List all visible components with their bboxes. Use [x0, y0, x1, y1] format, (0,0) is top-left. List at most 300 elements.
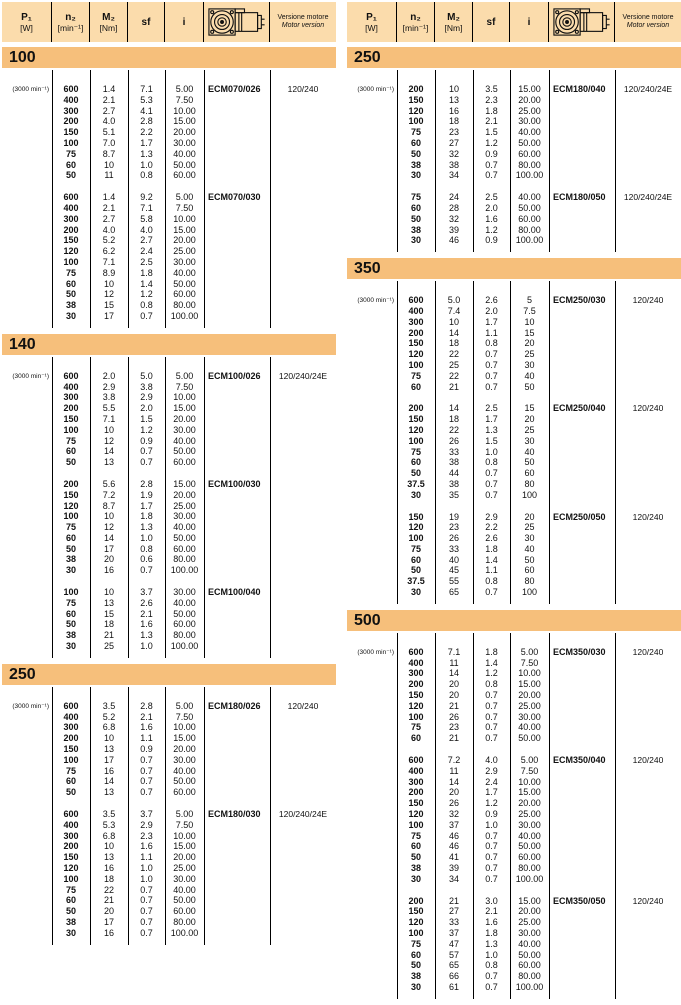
speed-note — [2, 641, 52, 652]
motor-model — [549, 235, 615, 246]
i-value: 15.00 — [173, 841, 196, 852]
i-value: 7.50 — [520, 765, 539, 776]
motor-model — [204, 106, 270, 117]
i-value: 30.00 — [173, 511, 196, 522]
speed-note — [347, 116, 397, 127]
speed-note — [347, 755, 397, 766]
i-value: 30.00 — [173, 137, 196, 148]
sf-value: 2.9 — [485, 765, 498, 776]
motor-version — [615, 777, 681, 788]
m2-value: 14 — [103, 776, 114, 787]
speed-note — [347, 160, 397, 171]
speed-note — [2, 268, 52, 279]
n2-value: 120 — [408, 700, 424, 711]
n2-value: 600 — [408, 295, 424, 306]
sf-value: 0.7 — [485, 981, 498, 992]
n2-value: 50 — [410, 148, 421, 159]
speed-note — [347, 722, 397, 733]
motor-version — [615, 533, 681, 544]
motor-version — [270, 863, 336, 874]
m2-value: 41 — [448, 852, 459, 863]
m2-value: 45 — [448, 565, 459, 576]
motor-version — [615, 457, 681, 468]
speed-note — [2, 874, 52, 885]
motor-model: ECM350/040 — [553, 755, 606, 766]
sf-value: 0.9 — [485, 809, 498, 820]
i-value: 20.00 — [173, 413, 196, 424]
motor-model — [549, 170, 615, 181]
m2-value: 1.4 — [102, 192, 116, 203]
n2-value: 60 — [410, 733, 421, 744]
speed-note — [347, 328, 397, 339]
motor-version — [615, 701, 681, 712]
motor-version — [270, 403, 336, 414]
sf-value: 0.7 — [485, 830, 498, 841]
speed-note — [2, 820, 52, 831]
motor-model — [549, 349, 615, 360]
motor-version: 120/240/24E — [278, 370, 328, 381]
n2-value: 150 — [408, 414, 424, 425]
sf-value: 0.7 — [140, 895, 153, 906]
motor-model — [204, 744, 270, 755]
motor-model — [549, 116, 615, 127]
sf-value: 2.5 — [140, 256, 153, 267]
n2-value: 38 — [65, 630, 76, 641]
m2-value: 66 — [448, 971, 459, 982]
column-divider — [615, 633, 616, 999]
m2-value: 57 — [448, 949, 459, 960]
sf-value: 0.6 — [140, 554, 153, 565]
motor-version: 120/240 — [287, 84, 319, 94]
sf-value: 0.8 — [485, 679, 498, 690]
n2-value: 150 — [63, 852, 79, 863]
m2-value: 10 — [103, 278, 114, 289]
speed-note — [347, 490, 397, 501]
speed-note — [347, 214, 397, 225]
motor-version — [615, 382, 681, 393]
sf-value: 0.7 — [140, 754, 153, 765]
speed-note: (3000 min⁻¹) — [12, 86, 49, 93]
i-value: 30.00 — [518, 928, 541, 938]
sf-value: 2.9 — [140, 819, 153, 830]
m2-value: 18 — [448, 414, 459, 425]
m2-value: 10 — [103, 587, 114, 598]
sf-value: 0.9 — [485, 148, 498, 159]
m2-value: 5.2 — [102, 235, 116, 246]
motor-version: 120/240 — [632, 646, 664, 657]
column-divider — [473, 70, 474, 252]
header-n2-title: n₂ — [65, 11, 76, 23]
speed-note — [2, 170, 52, 181]
header-p1 — [347, 2, 397, 42]
motor-model — [549, 766, 615, 777]
n2-value: 100 — [63, 873, 79, 884]
section-power-title: 140 — [2, 334, 336, 355]
n2-value: 75 — [65, 884, 76, 895]
n2-value: 38 — [410, 224, 421, 235]
n2-value: 200 — [408, 679, 424, 690]
n2-value: 60 — [65, 159, 76, 170]
sf-value: 3.7 — [140, 587, 153, 598]
m2-value: 14 — [103, 446, 114, 457]
speed-note — [347, 533, 397, 544]
i-value: 15.00 — [518, 895, 541, 906]
sf-value: 2.8 — [140, 700, 153, 711]
motor-model — [204, 598, 270, 609]
motor-version — [270, 565, 336, 576]
motor-model — [549, 658, 615, 669]
n2-value: 150 — [408, 511, 424, 522]
n2-value: 50 — [65, 543, 76, 554]
i-value: 80.00 — [173, 554, 196, 565]
m2-value: 37 — [448, 928, 459, 938]
speed-note — [347, 701, 397, 712]
m2-value: 34 — [448, 170, 459, 181]
i-value: 100.00 — [515, 981, 544, 992]
n2-value: 100 — [63, 511, 79, 522]
motor-version — [270, 511, 336, 522]
speed-note — [347, 906, 397, 917]
motor-version — [270, 609, 336, 620]
motor-model — [549, 328, 615, 339]
n2-value: 60 — [65, 446, 76, 457]
motor-model — [204, 403, 270, 414]
motor-version — [615, 436, 681, 447]
i-value: 5.00 — [175, 84, 194, 94]
i-value: 80.00 — [173, 917, 196, 927]
n2-value: 60 — [410, 202, 421, 213]
motor-model — [549, 338, 615, 349]
motor-version — [615, 971, 681, 982]
motor-model — [204, 160, 270, 171]
speed-note — [2, 928, 52, 939]
motor-model: ECM350/030 — [553, 646, 606, 657]
i-value: 25 — [524, 349, 535, 360]
n2-value: 75 — [410, 938, 421, 949]
motor-version — [270, 446, 336, 457]
sf-value: 1.6 — [140, 722, 153, 733]
motor-version: 120/240/24E — [623, 192, 673, 203]
i-value: 10.00 — [173, 392, 196, 403]
motor-model — [549, 565, 615, 576]
n2-value: 600 — [408, 755, 424, 766]
motor-model — [204, 311, 270, 322]
sf-value: 1.7 — [485, 316, 498, 327]
m2-value: 8.7 — [102, 148, 116, 159]
motor-model — [549, 831, 615, 842]
i-value: 40.00 — [173, 435, 196, 446]
i-value: 20 — [524, 511, 535, 522]
i-value: 25.00 — [518, 700, 541, 711]
i-value: 30.00 — [173, 424, 196, 435]
motor-model — [204, 554, 270, 565]
speed-note — [347, 522, 397, 533]
speed-note — [2, 787, 52, 798]
speed-note — [347, 371, 397, 382]
motor-version — [270, 906, 336, 917]
power-section — [2, 334, 336, 658]
header-p1-title: P₁ — [21, 11, 32, 23]
sf-value: 0.7 — [485, 587, 498, 598]
sf-value: 0.7 — [485, 841, 498, 852]
motor-version — [615, 809, 681, 820]
i-value: 100.00 — [515, 235, 544, 246]
motor-version — [270, 852, 336, 863]
column-divider — [397, 70, 398, 252]
motor-model — [204, 203, 270, 214]
sf-value: 1.0 — [140, 863, 153, 874]
motor-version: 120/240/24E — [623, 84, 673, 94]
motor-version — [615, 116, 681, 127]
m2-value: 3.8 — [102, 392, 116, 403]
sf-value: 2.5 — [485, 192, 498, 203]
m2-value: 12 — [103, 522, 114, 533]
m2-value: 2.0 — [102, 370, 116, 381]
sf-value: 0.7 — [485, 711, 498, 722]
sf-value: 1.2 — [485, 137, 498, 148]
i-value: 15.00 — [173, 224, 196, 235]
motor-version — [270, 554, 336, 565]
motor-model — [549, 214, 615, 225]
motor-version — [270, 490, 336, 501]
i-value: 50 — [524, 381, 535, 392]
i-value: 10.00 — [518, 776, 541, 787]
n2-value: 120 — [408, 349, 424, 360]
speed-note — [347, 777, 397, 788]
speed-note — [347, 414, 397, 425]
m2-value: 65 — [448, 587, 459, 598]
speed-note — [2, 744, 52, 755]
m2-value: 20 — [448, 679, 459, 690]
motor-version — [270, 841, 336, 852]
sf-value: 2.6 — [140, 597, 153, 608]
speed-note — [2, 809, 52, 820]
motor-version — [270, 95, 336, 106]
m2-value: 26 — [448, 798, 459, 809]
motor-model — [204, 630, 270, 641]
sf-value: 2.3 — [140, 830, 153, 841]
worm-gearmotor-icon — [204, 2, 270, 42]
m2-value: 40 — [448, 554, 459, 565]
sf-value: 3.8 — [140, 381, 153, 392]
speed-note — [2, 116, 52, 127]
sf-value: 0.7 — [140, 884, 153, 895]
speed-note — [347, 170, 397, 181]
motor-version — [615, 328, 681, 339]
m2-value: 2.9 — [102, 381, 116, 392]
motor-version: 120/240 — [632, 755, 664, 766]
speed-note — [347, 939, 397, 950]
m2-value: 10 — [103, 733, 114, 744]
i-value: 60.00 — [173, 619, 196, 630]
n2-value: 60 — [65, 776, 76, 787]
speed-note — [2, 511, 52, 522]
speed-note — [347, 382, 397, 393]
motor-model — [549, 939, 615, 950]
power-section — [2, 664, 336, 945]
m2-value: 17 — [103, 917, 114, 927]
n2-value: 100 — [63, 424, 79, 435]
n2-value: 50 — [410, 468, 421, 479]
speed-note — [347, 917, 397, 928]
n2-value: 400 — [408, 657, 424, 668]
i-value: 25.00 — [173, 246, 196, 257]
m2-value: 10 — [103, 841, 114, 852]
motor-model — [549, 906, 615, 917]
m2-value: 37 — [448, 819, 459, 830]
sf-value: 0.7 — [485, 863, 498, 874]
i-value: 7.50 — [175, 94, 194, 105]
i-value: 80.00 — [518, 159, 541, 170]
header-motor-version — [615, 2, 681, 42]
i-value: 50.00 — [518, 733, 541, 744]
motor-version — [615, 544, 681, 555]
n2-value: 38 — [65, 554, 76, 565]
motor-version — [615, 787, 681, 798]
sf-value: 0.7 — [485, 170, 498, 181]
i-value: 50.00 — [173, 446, 196, 457]
header-version-label-en: Motor version — [626, 22, 670, 29]
sf-value: 1.4 — [140, 278, 153, 289]
speed-note — [2, 733, 52, 744]
motor-version — [615, 138, 681, 149]
n2-value: 300 — [63, 392, 79, 403]
m2-value: 24 — [448, 192, 459, 203]
m2-value: 46 — [448, 841, 459, 852]
speed-note — [2, 192, 52, 203]
speed-note: (3000 min⁻¹) — [357, 648, 394, 656]
i-value: 25.00 — [173, 863, 196, 874]
motor-model — [549, 950, 615, 961]
m2-value: 16 — [103, 565, 114, 576]
motor-model — [549, 917, 615, 928]
motor-model — [549, 690, 615, 701]
m2-value: 20 — [448, 787, 459, 798]
n2-value: 75 — [410, 192, 421, 203]
power-section — [2, 47, 336, 328]
sf-value: 1.2 — [485, 798, 498, 809]
speed-note — [347, 306, 397, 317]
i-value: 15 — [524, 403, 535, 414]
sf-value: 1.6 — [140, 841, 153, 852]
motor-model — [204, 852, 270, 863]
n2-value: 600 — [63, 84, 79, 94]
m2-value: 2.1 — [102, 202, 116, 213]
i-value: 40 — [524, 446, 535, 457]
header-m2-title: M₂ — [102, 11, 115, 23]
sf-value: 1.6 — [485, 917, 498, 928]
speed-note — [2, 414, 52, 425]
m2-value: 21 — [448, 733, 459, 744]
sf-value: 1.2 — [140, 289, 153, 300]
i-value: 25 — [524, 522, 535, 533]
n2-value: 600 — [63, 700, 79, 711]
speed-note — [347, 587, 397, 598]
section-power-title: 350 — [347, 258, 681, 279]
motor-model — [204, 841, 270, 852]
motor-model — [204, 722, 270, 733]
m2-value: 17 — [103, 754, 114, 765]
header-version-label-it: Versione motore — [622, 13, 674, 21]
i-value: 40.00 — [173, 884, 196, 895]
motor-model — [204, 565, 270, 576]
motor-model — [204, 235, 270, 246]
i-value: 40.00 — [173, 597, 196, 608]
i-value: 60.00 — [518, 960, 541, 971]
speed-note — [2, 425, 52, 436]
n2-value: 100 — [408, 116, 424, 127]
motor-version — [270, 214, 336, 225]
sf-value: 0.8 — [140, 170, 153, 181]
m2-value: 14 — [448, 327, 459, 338]
motor-model — [204, 928, 270, 939]
column-divider — [90, 357, 91, 658]
section-table-body — [2, 357, 336, 658]
speed-note — [2, 490, 52, 501]
motor-version — [270, 149, 336, 160]
sf-value: 1.0 — [140, 159, 153, 170]
column-divider — [52, 357, 53, 658]
speed-note — [347, 576, 397, 587]
speed-note — [2, 446, 52, 457]
n2-value: 30 — [410, 489, 421, 500]
motor-version — [615, 917, 681, 928]
n2-value: 150 — [408, 906, 424, 917]
i-value: 20.00 — [173, 235, 196, 246]
i-value: 30.00 — [518, 819, 541, 830]
motor-model — [204, 95, 270, 106]
speed-note — [2, 235, 52, 246]
sf-value: 0.7 — [485, 359, 498, 370]
motor-version: 120/240/24E — [278, 809, 328, 820]
sf-value: 0.7 — [140, 565, 153, 576]
speed-note — [347, 512, 397, 523]
n2-value: 50 — [65, 457, 76, 468]
i-value: 80 — [524, 478, 535, 489]
motor-version — [615, 722, 681, 733]
motor-version — [270, 598, 336, 609]
sf-value: 2.6 — [485, 533, 498, 544]
n2-value: 150 — [63, 489, 79, 500]
sf-value: 1.8 — [140, 511, 153, 522]
motor-model — [204, 787, 270, 798]
motor-model — [549, 522, 615, 533]
header-motor-version — [270, 2, 336, 42]
speed-note: (3000 min⁻¹) — [357, 297, 394, 305]
header-i-title: i — [527, 16, 531, 28]
header-p1 — [2, 2, 52, 42]
motor-version — [270, 619, 336, 630]
sf-value: 1.8 — [140, 267, 153, 278]
speed-note — [347, 841, 397, 852]
m2-value: 18 — [103, 873, 114, 884]
i-value: 7.50 — [175, 381, 194, 392]
sf-value: 0.7 — [485, 700, 498, 711]
sf-value: 2.9 — [485, 511, 498, 522]
m2-value: 44 — [448, 468, 459, 479]
speed-note — [347, 544, 397, 555]
motor-version — [270, 544, 336, 555]
speed-note — [347, 360, 397, 371]
sf-value: 0.7 — [485, 381, 498, 392]
sf-value: 1.0 — [140, 641, 153, 652]
n2-value: 30 — [65, 310, 76, 321]
n2-value: 37.5 — [407, 576, 425, 587]
motor-version: 120/240 — [632, 295, 664, 306]
i-value: 80.00 — [173, 300, 196, 311]
motor-version — [270, 170, 336, 181]
i-value: 20.00 — [518, 906, 541, 917]
